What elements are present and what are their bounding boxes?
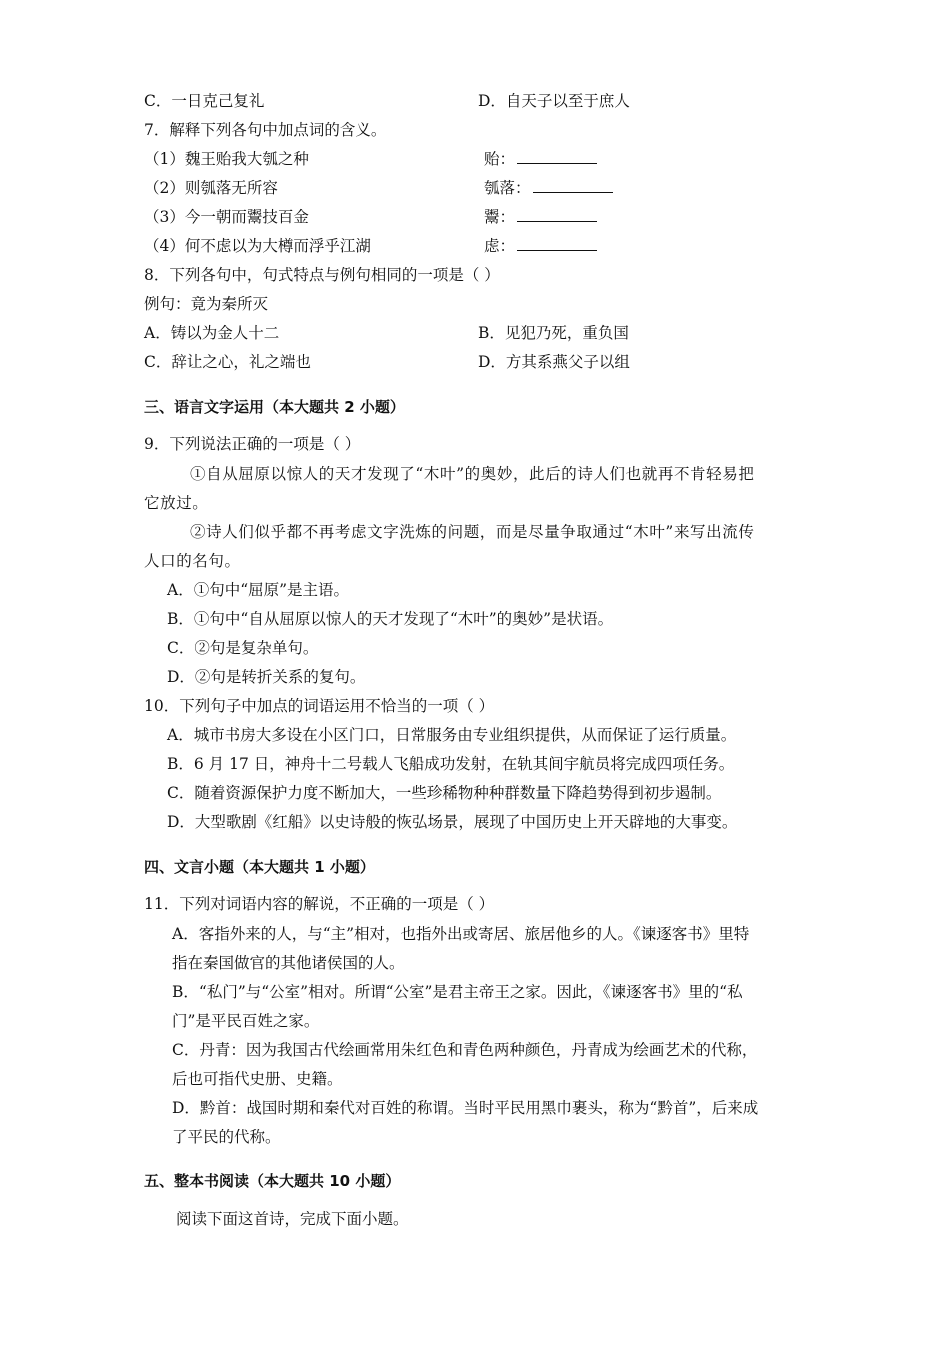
q11-option-c-line-2: 后也可指代史册、史籍。 [172, 1070, 343, 1088]
q7-item-1-label: 贻： [484, 150, 516, 168]
q6-option-d: D．自天子以至于庶人 [478, 92, 630, 110]
q8-option-c: C．辞让之心，礼之端也 [144, 353, 311, 371]
q7-item-3: （3）今一朝而鬻技百金 [144, 208, 309, 226]
q9-option-d: D．②句是转折关系的复句。 [167, 668, 366, 686]
q7-item-2-label: 瓠落： [484, 179, 531, 197]
q11-option-d-line-2: 了平民的代称。 [172, 1128, 281, 1146]
q10-option-a: A．城市书房大多设在小区门口，日常服务由专业组织提供，从而保证了运行质量。 [167, 726, 737, 744]
answer-blank[interactable] [517, 149, 597, 164]
q7-item-2-answer [484, 178, 613, 198]
q9-option-c: C．②句是复杂单句。 [167, 639, 319, 657]
q9-passage-1-line-2: 它放过。 [144, 494, 209, 512]
section-3-heading: 三、语言文字运用（本大题共 2 小题） [144, 398, 405, 416]
q11-option-b-line-2: 门”是平民百姓之家。 [172, 1012, 320, 1030]
q7-item-3-answer [484, 207, 597, 227]
q10-option-c: C．随着资源保护力度不断加大，一些珍稀物种种群数量下降趋势得到初步遏制。 [167, 784, 722, 802]
q8-option-d: D．方其系燕父子以组 [478, 353, 630, 371]
q9-stem: 9．下列说法正确的一项是（ ） [144, 435, 361, 453]
q11-option-b-line-1: B．“私门”与“公室”相对。所谓“公室”是君主帝王之家。因此，《谏逐客书》里的“私 [172, 983, 743, 1001]
q8-stem: 8．下列各句中，句式特点与例句相同的一项是（ ） [144, 266, 500, 284]
q11-option-a-line-1: A．客指外来的人，与“主”相对，也指外出或寄居、旅居他乡的人。《谏逐客书》里特 [172, 925, 750, 943]
q7-item-4-answer [484, 236, 597, 256]
q11-stem: 11．下列对词语内容的解说，不正确的一项是（ ） [144, 895, 495, 913]
q7-item-4: （4）何不虑以为大樽而浮乎江湖 [144, 237, 371, 255]
q7-item-1-answer [484, 149, 597, 169]
q8-example: 例句：竟为秦所灭 [144, 295, 269, 313]
q9-passage-2-line-1: ②诗人们似乎都不再考虑文字洗炼的问题，而是尽量争取通过“木叶”来写出流传 [190, 523, 755, 541]
q7-item-4-label: 虑： [484, 237, 516, 255]
q9-passage-1-line-1: ①自从屈原以惊人的天才发现了“木叶”的奥妙，此后的诗人们也就再不肯轻易把 [190, 465, 755, 483]
answer-blank[interactable] [533, 178, 613, 193]
q9-option-a: A．①句中“屈原”是主语。 [167, 581, 350, 599]
q6-option-c: C．一日克己复礼 [144, 92, 265, 110]
section-4-heading: 四、文言小题（本大题共 1 小题） [144, 858, 375, 876]
q11-option-c-line-1: C．丹青：因为我国古代绘画常用朱红色和青色两种颜色，丹青成为绘画艺术的代称， [172, 1041, 758, 1059]
answer-blank[interactable] [517, 207, 597, 222]
q8-option-a: A．铸以为金人十二 [144, 324, 280, 342]
q11-option-d-line-1: D．黔首：战国时期和秦代对百姓的称谓。当时平民用黑巾裹头，称为“黔首”，后来成 [172, 1099, 759, 1117]
q7-item-1: （1）魏王贻我大瓠之种 [144, 150, 309, 168]
q7-item-3-label: 鬻： [484, 208, 516, 226]
q7-stem: 7．解释下列各句中加点词的含义。 [144, 121, 387, 139]
q7-item-2: （2）则瓠落无所容 [144, 179, 278, 197]
q11-option-a-line-2: 指在秦国做官的其他诸侯国的人。 [172, 954, 405, 972]
q9-option-b: B．①句中“自从屈原以惊人的天才发现了“木叶”的奥妙”是状语。 [167, 610, 614, 628]
reading-intro: 阅读下面这首诗，完成下面小题。 [176, 1210, 409, 1228]
q10-option-d: D．大型歌剧《红船》以史诗般的恢弘场景，展现了中国历史上开天辟地的大事变。 [167, 813, 738, 831]
q9-passage-2-line-2: 人口的名句。 [144, 552, 241, 570]
q8-option-b: B．见犯乃死，重负国 [478, 324, 629, 342]
q10-option-b: B．6 月 17 日，神舟十二号载人飞船成功发射，在轨其间宇航员将完成四项任务。 [167, 755, 735, 773]
answer-blank[interactable] [517, 236, 597, 251]
q10-stem: 10．下列句子中加点的词语运用不恰当的一项（ ） [144, 697, 495, 715]
section-5-heading: 五、整本书阅读（本大题共 10 小题） [144, 1172, 401, 1190]
